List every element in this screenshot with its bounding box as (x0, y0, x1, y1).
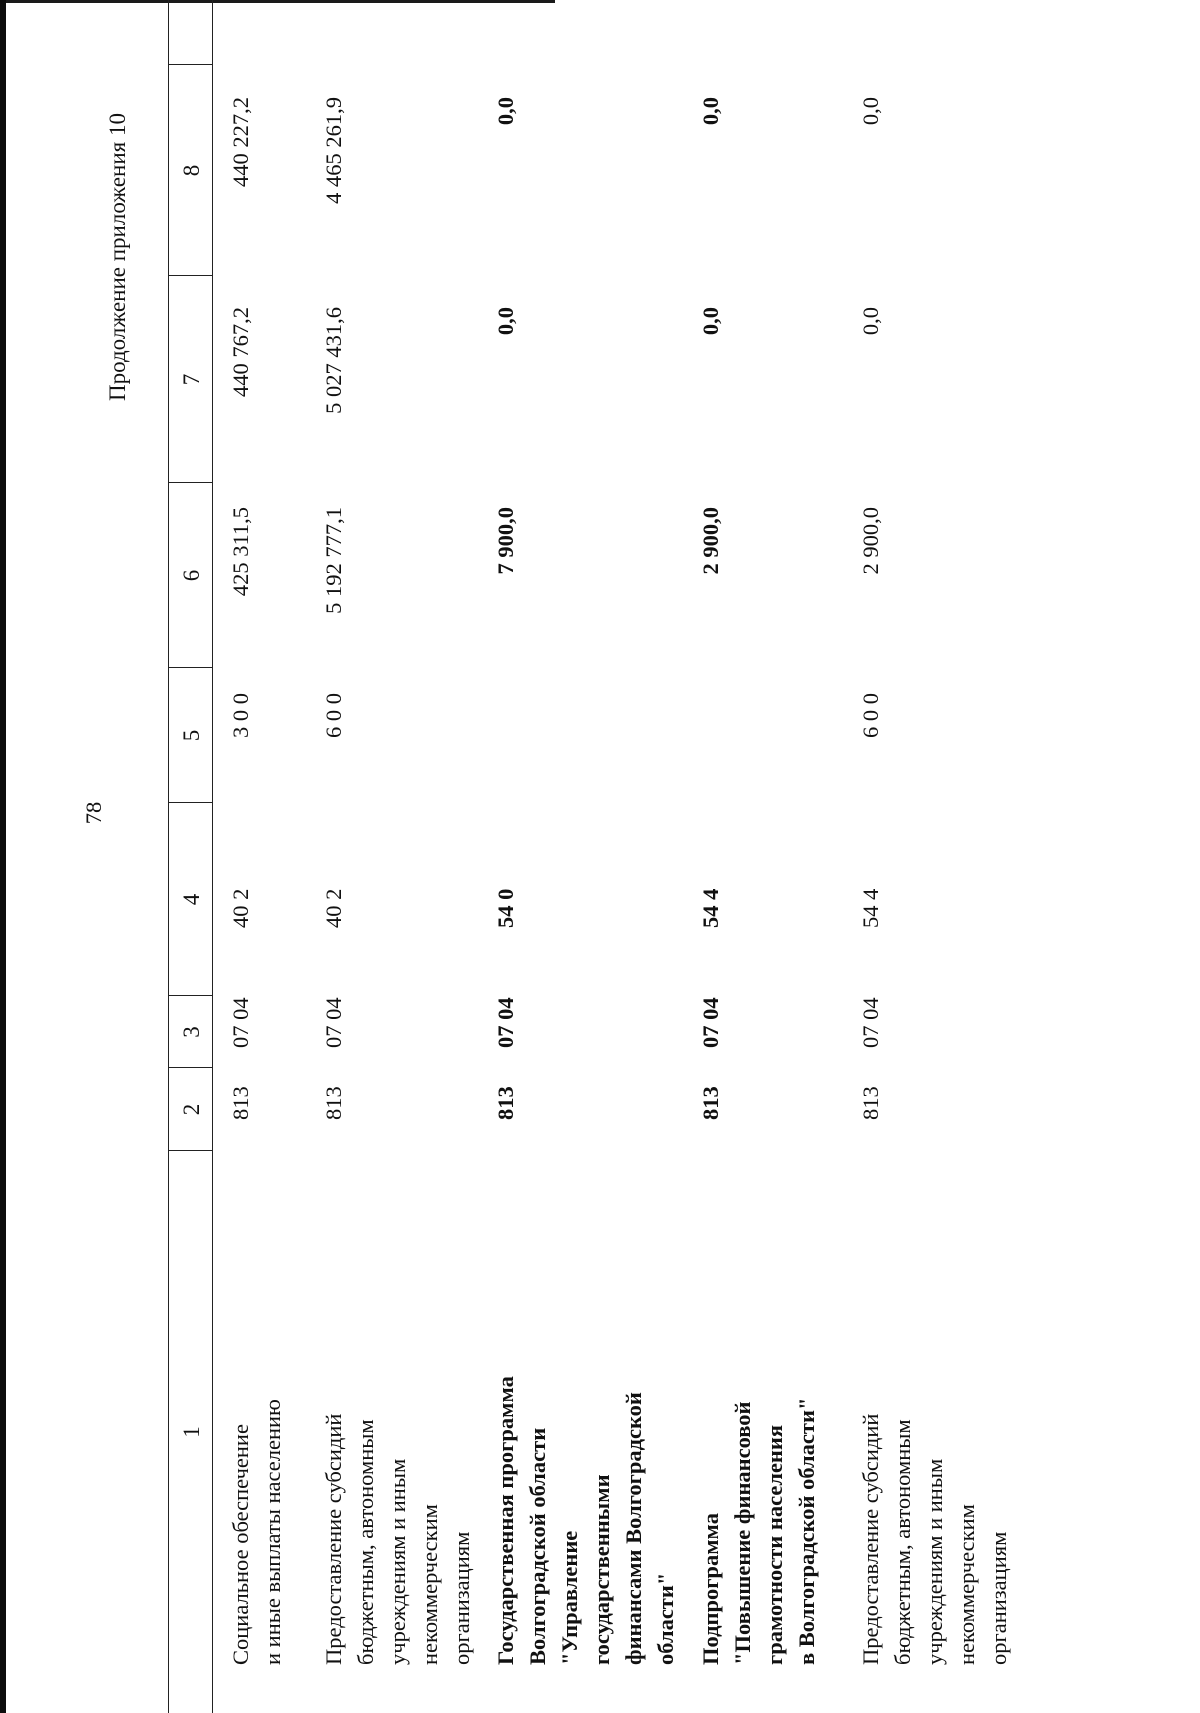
row-2-name-line-5: организациям (449, 1531, 474, 1665)
row-1-name-line-2: и иные выплаты населению (260, 1399, 285, 1665)
row-4-col2: 813 (698, 1086, 723, 1120)
page-number: 78 (81, 801, 106, 825)
row-5-col6: 2 900,0 (858, 507, 883, 575)
row-4-name-line-2: "Повышение финансовой (730, 1401, 755, 1665)
row-4-col3: 07 04 (698, 997, 723, 1048)
row-2-col3: 07 04 (321, 997, 346, 1048)
col-header-2: 2 (179, 1103, 204, 1116)
row-3-name (490, 1376, 682, 1665)
row-2-col7: 5 027 431,6 (321, 307, 346, 414)
col-header-1: 1 (179, 1426, 204, 1438)
row-4-col6: 2 900,0 (698, 507, 723, 575)
row-5-name-line-1: Предоставление субсидий (858, 1413, 883, 1665)
row-3-name-line-5: финансами Волгоградской (621, 1392, 646, 1665)
row-3-name-line-3: "Управление (557, 1530, 582, 1665)
row-3-name-line-4: государственными (589, 1474, 614, 1665)
row-2-name-line-2: бюджетным, автономным (353, 1419, 378, 1665)
row-3-name-line-6: области" (653, 1572, 678, 1665)
row-1-col5: 3 0 0 (228, 693, 253, 738)
row-3-col8: 0,0 (493, 97, 518, 126)
header-top-rule (168, 0, 169, 1713)
col-header-7: 7 (179, 373, 204, 386)
row-1-col3: 07 04 (228, 997, 253, 1048)
row-2-col8: 4 465 261,9 (321, 97, 346, 204)
continuation-note: Продолжение приложения 10 (105, 113, 130, 401)
row-5-name-line-2: бюджетным, автономным (890, 1419, 915, 1665)
col-header-3: 3 (179, 1026, 204, 1038)
row-4-col8: 0,0 (698, 97, 723, 126)
row-3-col2: 813 (493, 1086, 518, 1120)
row-5-col4: 54 4 (858, 888, 883, 928)
header-bottom-rule (212, 0, 213, 1713)
row-1-col7: 440 767,2 (228, 307, 253, 397)
row-1-name (225, 1399, 289, 1665)
row-2-col2: 813 (321, 1086, 346, 1120)
row-5-name-line-4: некоммерческим (954, 1504, 979, 1665)
row-1-col8: 440 227,2 (228, 97, 253, 187)
row-3-col4: 54 0 (493, 888, 518, 928)
row-3-col3: 07 04 (493, 997, 518, 1048)
row-2-name-line-4: некоммерческим (417, 1504, 442, 1665)
row-4-col4: 54 4 (698, 888, 723, 928)
row-2-name-line-3: учреждениям и иным (385, 1458, 410, 1665)
col-header-8: 8 (179, 164, 204, 177)
row-5-col7: 0,0 (858, 307, 883, 336)
row-3-col6: 7 900,0 (493, 507, 518, 575)
row-2-col6: 5 192 777,1 (321, 507, 346, 614)
row-4-name-line-4: в Волгоградской области" (794, 1397, 819, 1665)
col-header-4: 4 (179, 893, 204, 906)
row-2-name (318, 1414, 478, 1665)
row-1-col4: 40 2 (228, 888, 253, 928)
row-3-name-line-2: Волгоградской области (525, 1427, 550, 1665)
row-5-name-line-5: организациям (986, 1531, 1011, 1665)
row-1-name-line-1: Социальное обеспечение (228, 1424, 253, 1665)
row-5-col2: 813 (858, 1086, 883, 1120)
row-4-name-line-3: грамотности населения (762, 1424, 787, 1665)
row-1-col2: 813 (228, 1086, 253, 1120)
row-2-col4: 40 2 (321, 888, 346, 928)
row-5-name (855, 1414, 1015, 1665)
row-4-name (695, 1398, 823, 1665)
row-3-col7: 0,0 (493, 307, 518, 336)
row-2-name-line-1: Предоставление субсидий (321, 1413, 346, 1665)
row-1-col6: 425 311,5 (228, 507, 253, 597)
row-5-col8: 0,0 (858, 97, 883, 126)
col-header-5: 5 (179, 729, 204, 742)
row-3-name-line-1: Государственная программа (493, 1376, 518, 1665)
row-4-name-line-1: Подпрограмма (698, 1513, 723, 1665)
row-5-name-line-3: учреждениям и иным (922, 1458, 947, 1665)
row-5-col5: 6 0 0 (858, 693, 883, 738)
row-4-col7: 0,0 (698, 307, 723, 336)
col-header-6: 6 (179, 569, 204, 582)
row-2-col5: 6 0 0 (321, 693, 346, 738)
row-5-col3: 07 04 (858, 997, 883, 1048)
